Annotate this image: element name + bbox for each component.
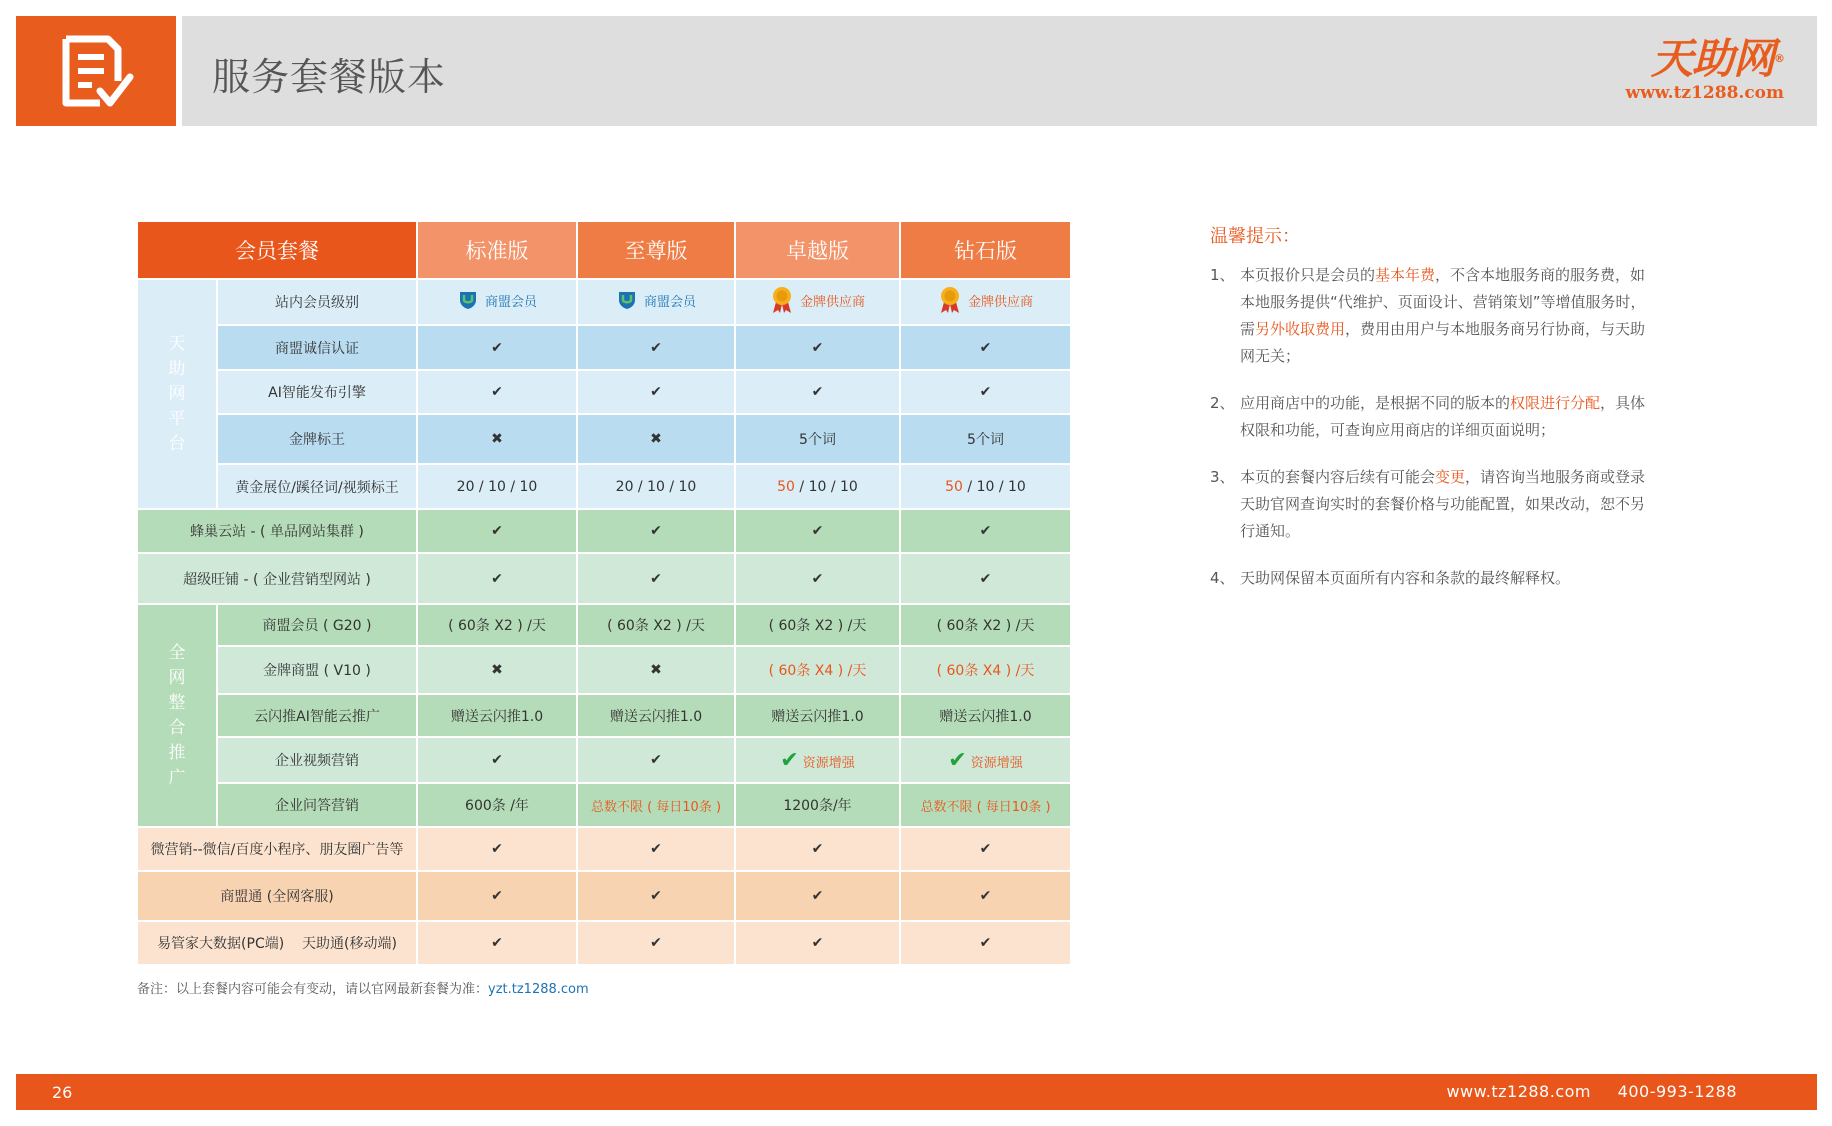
check-icon: ✔ — [417, 921, 577, 965]
tip-text — [1240, 464, 1650, 545]
row-label: 企业视频营销 — [217, 737, 417, 783]
table-row — [137, 509, 1071, 553]
table-footnote — [137, 978, 589, 997]
table-row — [137, 783, 1071, 827]
header-supreme: 至尊版 — [577, 221, 735, 279]
highlight-value: 50 — [945, 478, 963, 495]
table-cell: 20 / 10 / 10 — [577, 464, 735, 509]
table-cell: ( 60条 X2 ) /天 — [900, 604, 1071, 646]
table-cell: 总数不限 ( 每日10条 ) — [900, 783, 1071, 827]
cross-icon: ✖ — [417, 414, 577, 464]
cross-icon: ✖ — [577, 646, 735, 694]
tip-highlight: 权限进行分配 — [1510, 394, 1601, 412]
check-icon: ✔ — [577, 325, 735, 370]
table-cell: ( 60条 X2 ) /天 — [577, 604, 735, 646]
gold-medal-icon — [770, 286, 794, 314]
tips-list — [1210, 262, 1650, 612]
table-row — [137, 694, 1071, 737]
header-diamond: 钻石版 — [900, 221, 1071, 279]
cell-text: 金牌供应商 — [967, 294, 1033, 310]
check-icon: ✔ — [417, 509, 577, 553]
check-icon: ✔ — [417, 325, 577, 370]
table-row — [137, 871, 1071, 921]
table-cell: ( 60条 X4 ) /天 — [900, 646, 1071, 694]
tip-number: 4、 — [1210, 569, 1235, 587]
group-label-platform — [137, 279, 217, 509]
tip-number: 3、 — [1210, 468, 1235, 486]
table-cell — [735, 737, 900, 783]
cell-text: / 10 / 10 — [962, 478, 1026, 495]
group-label-promotion — [137, 604, 217, 827]
check-icon: ✔ — [417, 553, 577, 604]
group-label-text: 天 助 网 平 台 — [168, 333, 186, 454]
check-icon: ✔ — [948, 747, 967, 773]
brand-logo — [1625, 36, 1784, 104]
table-cell — [417, 279, 577, 325]
row-label: 微营销--微信/百度小程序、朋友圈广告等 — [137, 827, 417, 871]
check-icon: ✔ — [900, 370, 1071, 414]
header-standard: 标准版 — [417, 221, 577, 279]
header-icon-box — [16, 16, 176, 126]
tips-title: 温馨提示： — [1210, 226, 1300, 247]
check-icon: ✔ — [417, 827, 577, 871]
table-cell: 5个词 — [900, 414, 1071, 464]
table-cell: ( 60条 X2 ) /天 — [417, 604, 577, 646]
group-label-text: 全 网 整 合 推 广 — [168, 642, 186, 788]
official-site-link[interactable]: yzt.tz1288.com — [488, 982, 589, 997]
tip-number: 2、 — [1210, 394, 1235, 412]
cross-icon: ✖ — [577, 414, 735, 464]
table-row — [137, 325, 1071, 370]
table-cell: 赠送云闪推1.0 — [577, 694, 735, 737]
logo-name: 天助网 — [1650, 34, 1774, 83]
footer-phone: 400-993-1288 — [1617, 1082, 1737, 1101]
table-row — [137, 370, 1071, 414]
row-label: 金牌标王 — [217, 414, 417, 464]
row-label: 商盟会员 ( G20 ) — [217, 604, 417, 646]
cell-text: 商盟会员 — [484, 294, 537, 310]
table-row — [137, 604, 1071, 646]
table-cell: 赠送云闪推1.0 — [735, 694, 900, 737]
table-row — [137, 646, 1071, 694]
tip-text-part: ，不含本地服务商的服务费，如本地服务提供“代维护、页面设计、营销策划”等增值服务时，需 — [1240, 266, 1646, 338]
table-cell — [735, 464, 900, 509]
check-icon: ✔ — [900, 509, 1071, 553]
table-cell — [900, 737, 1071, 783]
row-label: 蜂巢云站 - ( 单品网站集群 ) — [137, 509, 417, 553]
table-row — [137, 279, 1071, 325]
logo-url: www.tz1288.com — [1625, 83, 1784, 103]
check-icon: ✔ — [900, 325, 1071, 370]
tip-text-part: ，具体权限和功能，可查询应用商店的详细页面说明； — [1240, 394, 1646, 439]
tip-item — [1210, 565, 1650, 592]
row-label: 易管家大数据(PC端) 天助通(移动端) — [137, 921, 417, 965]
check-icon: ✔ — [577, 827, 735, 871]
header-package: 会员套餐 — [137, 221, 417, 279]
table-header-row — [137, 221, 1071, 279]
shield-u-icon — [457, 289, 479, 311]
table-cell — [900, 464, 1071, 509]
table-row — [137, 737, 1071, 783]
cell-text: / 10 / 10 — [794, 478, 858, 495]
check-icon: ✔ — [900, 921, 1071, 965]
table-cell: ( 60条 X2 ) /天 — [735, 604, 900, 646]
check-icon: ✔ — [577, 737, 735, 783]
shield-u-icon — [616, 289, 638, 311]
tip-text — [1240, 390, 1650, 444]
table-cell: 20 / 10 / 10 — [417, 464, 577, 509]
cell-text: 资源增强 — [802, 755, 855, 771]
table-cell — [577, 279, 735, 325]
check-icon: ✔ — [577, 871, 735, 921]
tip-highlight: 基本年费 — [1375, 266, 1436, 284]
tip-text-part: 本页报价只是会员的 — [1240, 266, 1376, 284]
tip-text-part: ，费用由用户与本地服务商另行协商，与天助网无关； — [1240, 320, 1646, 365]
table-cell: 赠送云闪推1.0 — [417, 694, 577, 737]
table-row — [137, 827, 1071, 871]
check-icon: ✔ — [735, 325, 900, 370]
check-icon: ✔ — [735, 553, 900, 604]
page-number: 26 — [52, 1083, 73, 1102]
row-label: 企业问答营销 — [217, 783, 417, 827]
tip-highlight: 另外收取费用 — [1255, 320, 1346, 338]
row-label: 站内会员级别 — [217, 279, 417, 325]
check-icon: ✔ — [417, 737, 577, 783]
check-icon: ✔ — [417, 370, 577, 414]
table-cell: ( 60条 X4 ) /天 — [735, 646, 900, 694]
logo-registered-mark: ® — [1774, 52, 1784, 65]
header-excellence: 卓越版 — [735, 221, 900, 279]
cross-icon: ✖ — [417, 646, 577, 694]
tip-text — [1240, 262, 1650, 370]
tip-highlight: 变更 — [1435, 468, 1466, 486]
tip-text-part: 应用商店中的功能，是根据不同的版本的 — [1240, 394, 1511, 412]
check-icon: ✔ — [735, 827, 900, 871]
table-cell: 600条 /年 — [417, 783, 577, 827]
table-cell: 赠送云闪推1.0 — [900, 694, 1071, 737]
check-icon: ✔ — [577, 509, 735, 553]
footer-bar — [16, 1074, 1817, 1110]
row-label: 黄金展位/蹊径词/视频标王 — [217, 464, 417, 509]
table-cell: 5个词 — [735, 414, 900, 464]
tip-text-part: 天助网保留本页面所有内容和条款的最终解释权。 — [1240, 569, 1571, 587]
row-label: 超级旺铺 - ( 企业营销型网站 ) — [137, 553, 417, 604]
tip-text — [1240, 565, 1650, 592]
check-icon: ✔ — [780, 747, 799, 773]
package-comparison-table — [136, 220, 1072, 966]
table-cell: 总数不限 ( 每日10条 ) — [577, 783, 735, 827]
row-label: 商盟诚信认证 — [217, 325, 417, 370]
page-title: 服务套餐版本 — [212, 55, 447, 99]
tip-item — [1210, 390, 1650, 444]
cell-text: 商盟会员 — [643, 294, 696, 310]
checklist-icon — [56, 31, 136, 111]
table-row — [137, 553, 1071, 604]
check-icon: ✔ — [735, 509, 900, 553]
check-icon: ✔ — [735, 921, 900, 965]
tip-number: 1、 — [1210, 266, 1235, 284]
row-label: AI智能发布引擎 — [217, 370, 417, 414]
table-cell — [900, 279, 1071, 325]
tip-item — [1210, 262, 1650, 370]
footnote-text: 备注：以上套餐内容可能会有变动，请以官网最新套餐为准： — [137, 982, 489, 997]
tip-text-part: 本页的套餐内容后续有可能会 — [1240, 468, 1436, 486]
check-icon: ✔ — [735, 871, 900, 921]
row-label: 金牌商盟 ( V10 ) — [217, 646, 417, 694]
tip-text-part: ，请咨询当地服务商或登录天助官网查询实时的套餐价格与功能配置，如果改动，恕不另行通知。 — [1240, 468, 1646, 540]
check-icon: ✔ — [900, 553, 1071, 604]
table-cell — [735, 279, 900, 325]
footer-url: www.tz1288.com — [1446, 1082, 1591, 1101]
row-label: 云闪推AI智能云推广 — [217, 694, 417, 737]
check-icon: ✔ — [577, 370, 735, 414]
table-row — [137, 414, 1071, 464]
check-icon: ✔ — [735, 370, 900, 414]
check-icon: ✔ — [577, 921, 735, 965]
check-icon: ✔ — [577, 553, 735, 604]
highlight-value: 50 — [777, 478, 795, 495]
row-label: 商盟通 (全网客服) — [137, 871, 417, 921]
tip-item — [1210, 464, 1650, 545]
table-row — [137, 464, 1071, 509]
check-icon: ✔ — [417, 871, 577, 921]
table-cell: 1200条/年 — [735, 783, 900, 827]
table-row — [137, 921, 1071, 965]
cell-text: 资源增强 — [970, 755, 1023, 771]
cell-text: 金牌供应商 — [799, 294, 865, 310]
check-icon: ✔ — [900, 871, 1071, 921]
check-icon: ✔ — [900, 827, 1071, 871]
gold-medal-icon — [938, 286, 962, 314]
